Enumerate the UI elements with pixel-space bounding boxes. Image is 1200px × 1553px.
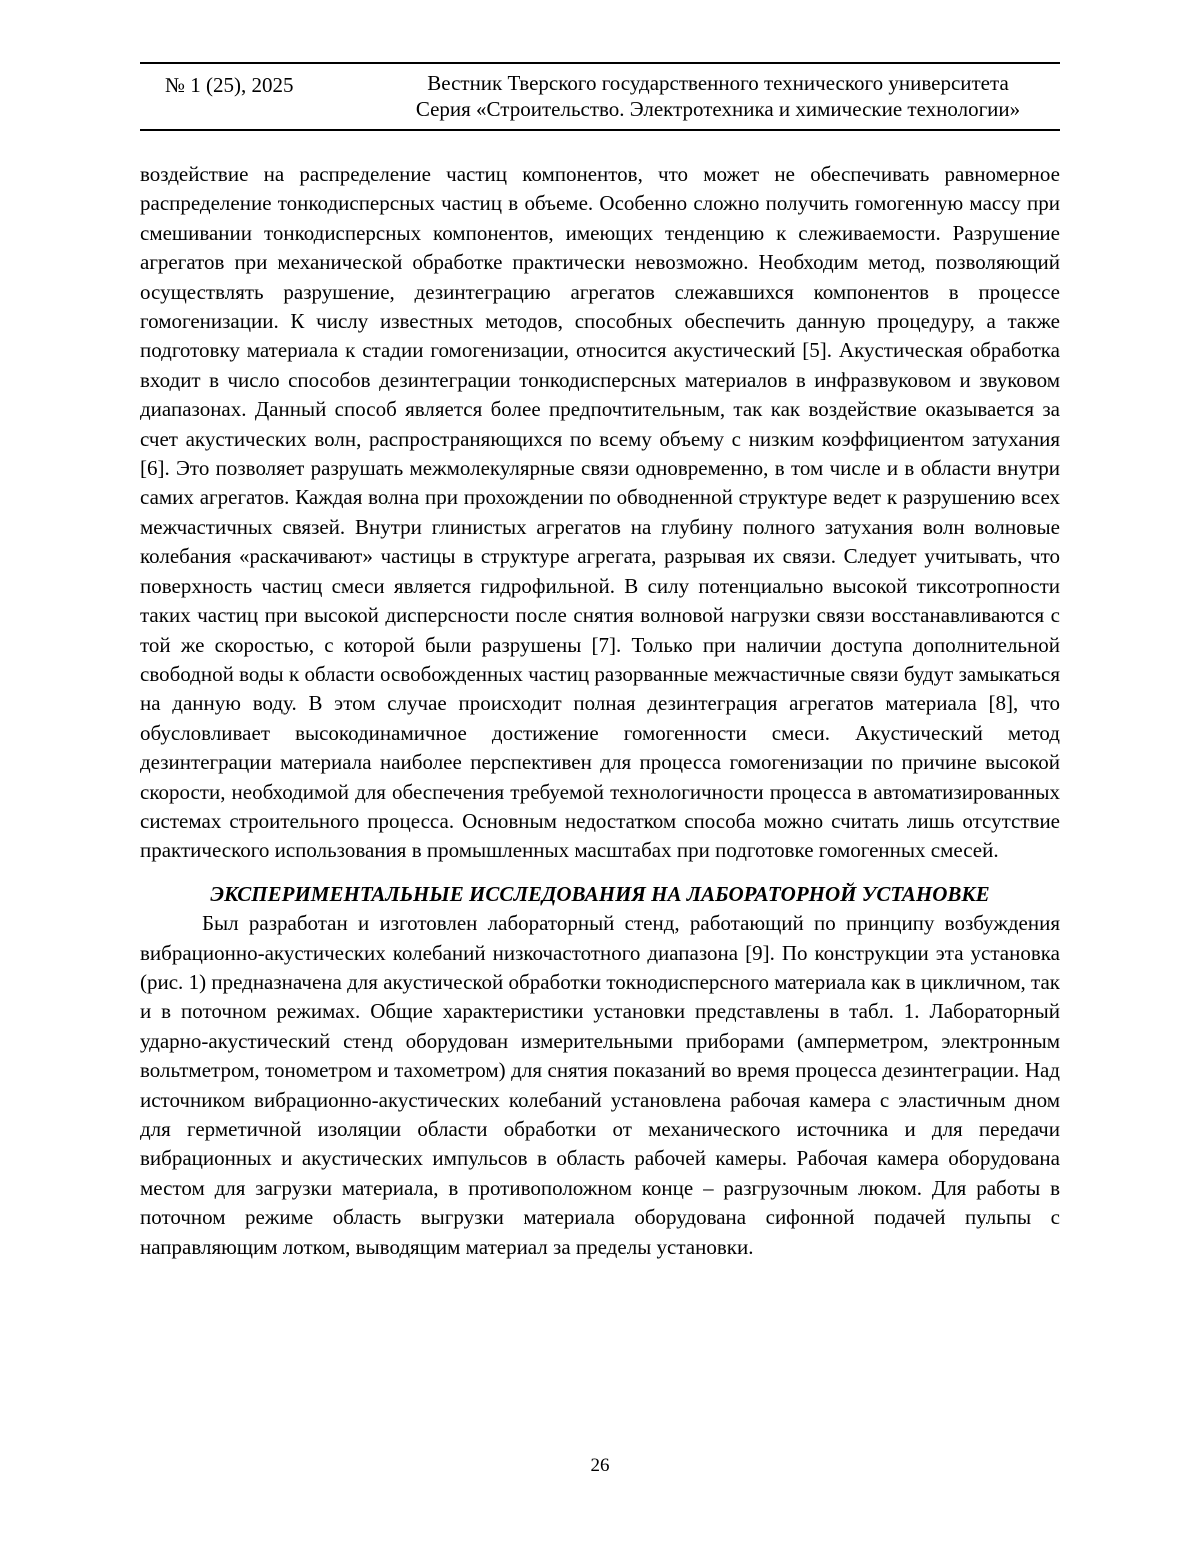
page-footer xyxy=(0,1455,1200,1477)
section-heading: ЭКСПЕРИМЕНТАЛЬНЫЕ ИССЛЕДОВАНИЯ НА ЛАБОРАТОРНОЙ УСТАНОВКЕ xyxy=(210,881,990,906)
journal-title: Вестник Тверского государственного технического университета xyxy=(427,71,1009,95)
paragraph-experimental: Был разработан и изготовлен лабораторный стенд, работающий по принципу возбуждения вибрационно-акустических колебаний низкочастотного диапазона [9]. По конструкции эта установка (рис. 1) предназначена для акустической обработки токнодисперсного материала как в цикличном, так и в поточном режимах. Общие характеристики установки представлены в табл. 1. Лабораторный ударно-акустический стенд оборудован измерительными приборами (амперметром, электронным вольтметром, тонометром и тахометром) для снятия показаний во время процесса дезинтеграции. Над источником вибрационно-акустических колебаний установлена рабочая камера с эластичным дном для герметичной изоляции области обработки от механического источника и для передачи вибрационных и акустических импульсов в область рабочей камеры. Рабочая камера оборудована местом для загрузки материала, в противоположном конце – разгрузочным люком. Для работы в поточном режиме область выгрузки материала оборудована сифонной подачей пульпы с направляющим лотком, выводящим материал за пределы установки. xyxy=(140,911,1060,1259)
series-title: Серия «Строительство. Электротехника и химические технологии» xyxy=(415,97,1021,121)
page-content xyxy=(140,62,1060,1262)
paragraph-continuation: воздействие на распределение частиц компонентов, что может не обеспечивать равномерное распределение тонкодисперсных частиц в объеме. Особенно сложно получить гомогенную массу при смешивании тонкодисперсных компонентов, имеющих тенденцию к слеживаемости. Разрушение агрегатов при механической обработке практически невозможно. Необходим метод, позволяющий осуществлять разрушение, дезинтеграцию агрегатов слежавшихся компонентов в процессе гомогенизации. К числу известных методов, способных обеспечить данную процедуру, а также подготовку материала к стадии гомогенизации, относится акустический [5]. Акустическая обработка входит в число способов дезинтеграции тонкодисперсных материалов в инфразвуковом и звуковом диапазонах. Данный способ является более предпочтительным, так как воздействие оказывается за счет акустических волн, распространяющихся по всему объему с низким коэффициентом затухания [6]. Это позволяет разрушать межмолекулярные связи одновременно, в том числе и в области внутри самих агрегатов. Каждая волна при прохождении по обводненной структуре ведет к разрушению всех межчастичных связей. Внутри глинистых агрегатов на глубину полного затухания волн волновые колебания «раскачивают» частицы в структуре агрегата, разрывая их связи. Следует учитывать, что поверхность частиц смеси является гидрофильной. В силу потенциально высокой тиксотропности таких частиц при высокой дисперсности после снятия волновой нагрузки связи восстанавливаются с той же скоростью, с которой были разрушены [7]. Только при наличии доступа дополнительной свободной воды к области освобожденных частиц разорванные межчастичные связи будут замыкаться на данную воду. В этом случае происходит полная дезинтеграция агрегатов материала [8], что обусловливает высокодинамичное достижение гомогенности смеси. Акустический метод дезинтеграции материала наиболее перспективен для процесса гомогенизации по причине высокой скорости, необходимой для обеспечения требуемой технологичности процесса в автоматизированных системах строительного процесса. Основным недостатком способа можно считать лишь отсутствие практического использования в промышленных масштабах при подготовке гомогенных смесей. xyxy=(140,162,1060,863)
page-number: 26 xyxy=(590,1455,610,1476)
article-body xyxy=(140,160,1060,1262)
journal-header xyxy=(140,62,1060,131)
issue-number: № 1 (25), 2025 xyxy=(165,73,294,97)
